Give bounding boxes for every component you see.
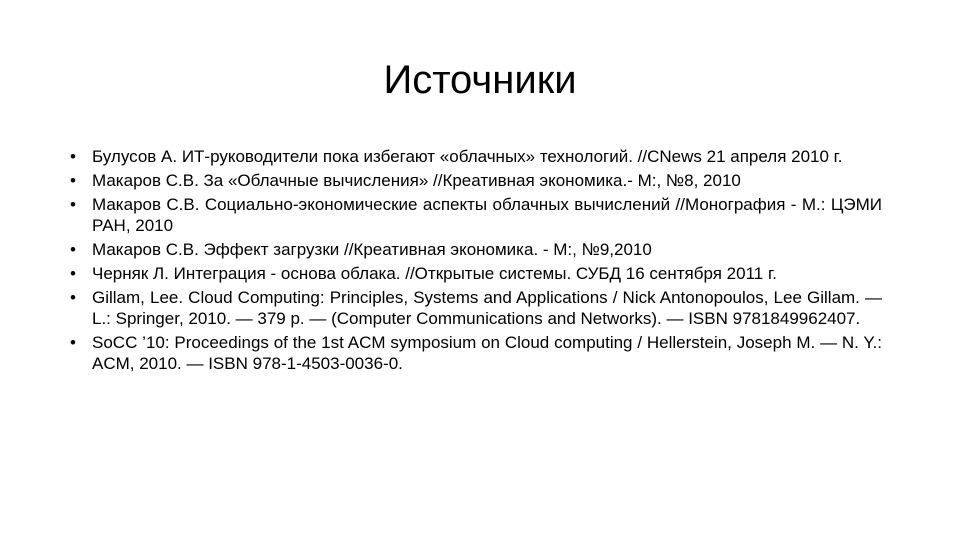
reference-item xyxy=(70,263,882,284)
reference-text: Булусов А. ИТ-руководители пока избегают «облачных» технологий. //CNews 21 апреля 2010 г. xyxy=(92,147,843,166)
reference-text: Макаров С.В. За «Облачные вычисления» //Креативная экономика.- М:, №8, 2010 xyxy=(92,171,741,190)
reference-text: Макаров С.В. Эффект загрузки //Креативная экономика. - М:, №9,2010 xyxy=(92,240,652,259)
bullet-icon: • xyxy=(70,147,76,166)
reference-item xyxy=(70,332,882,374)
reference-item xyxy=(70,287,882,329)
reference-item xyxy=(70,194,882,236)
reference-item xyxy=(70,170,882,191)
bullet-icon: • xyxy=(70,240,76,259)
reference-item xyxy=(70,239,882,260)
slide-title: Источники xyxy=(383,58,577,102)
bullet-icon: • xyxy=(70,288,76,307)
reference-text: Gillam, Lee. Cloud Computing: Principles, Systems and Applications / Nick Antonopoulos, Lee Gillam. — L.: Springer, 2010. — 379 p. — (Computer Communications and Networks). — ISBN 9781849962407. xyxy=(92,288,882,328)
reference-item xyxy=(70,146,882,167)
reference-text: SoCC ’10: Proceedings of the 1st ACM symposium on Cloud computing / Hellerstein, Joseph M. — N. Y.: ACM, 2010. — ISBN 978-1-4503-0036-0. xyxy=(92,333,882,373)
reference-text: Черняк Л. Интеграция - основа облака. //Открытые системы. СУБД 16 сентября 2011 г. xyxy=(92,264,777,283)
reference-text: Макаров С.В. Социально-экономические аспекты облачных вычислений //Монография - М.: ЦЭМИ РАН, 2010 xyxy=(92,195,882,235)
bullet-icon: • xyxy=(70,171,76,190)
reference-list xyxy=(70,146,882,377)
bullet-icon: • xyxy=(70,333,76,352)
bullet-icon: • xyxy=(70,264,76,283)
bullet-icon: • xyxy=(70,195,76,214)
